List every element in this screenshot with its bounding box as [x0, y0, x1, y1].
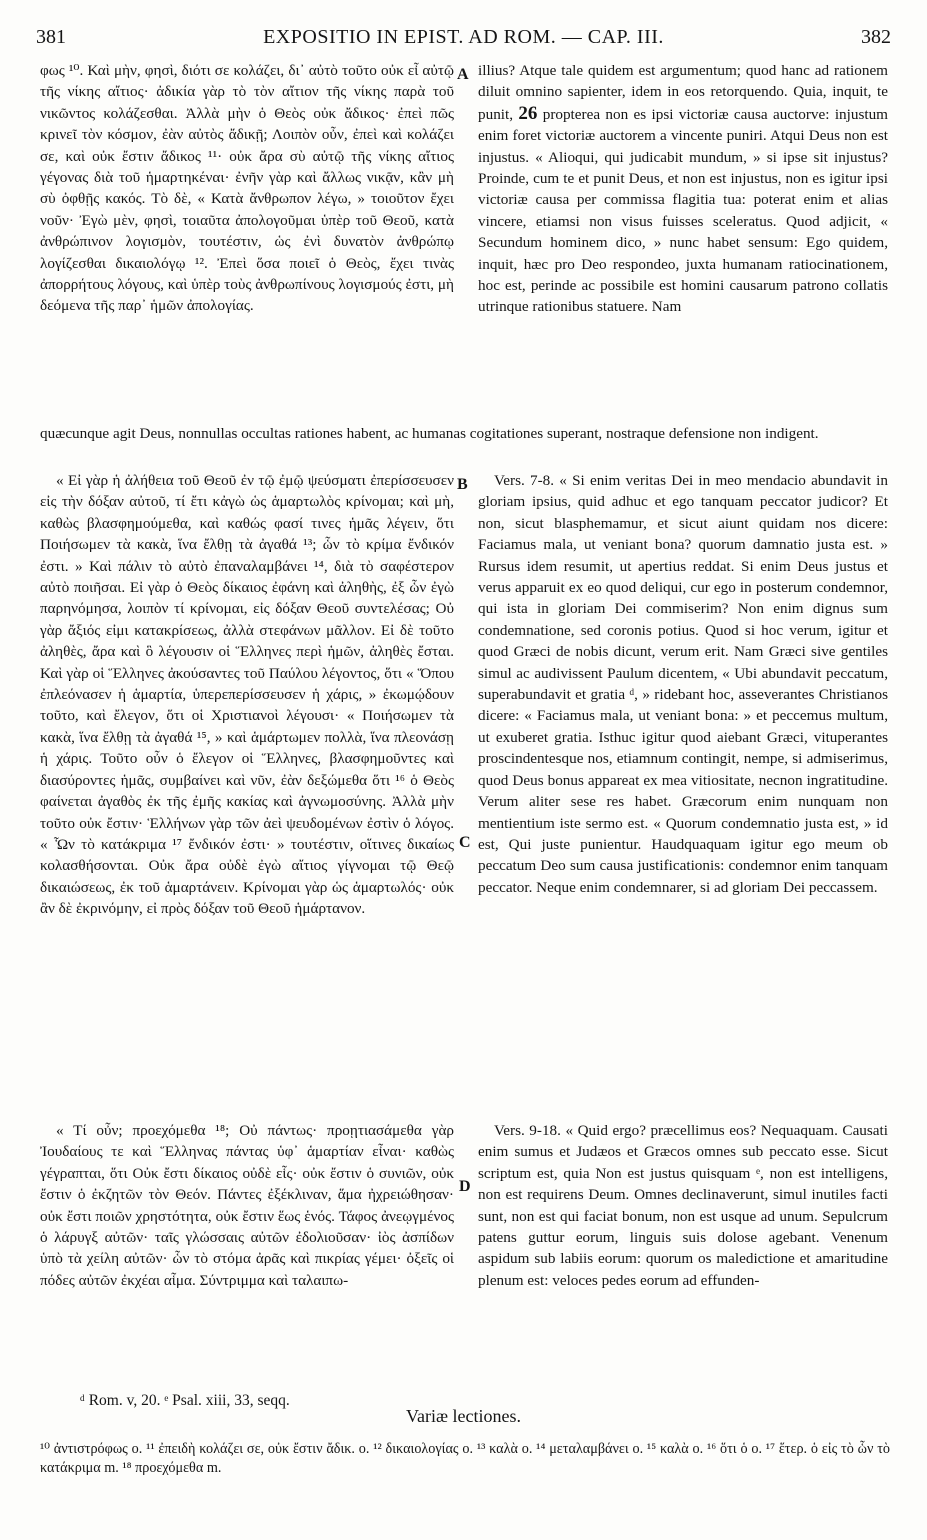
latin-column-1	[478, 60, 888, 318]
section-marker-d: D	[459, 1178, 471, 1195]
latin-text-1a: illius? Atque tale quidem est argumentum; quod hanc ad rationem diluit omnino sapienter, idem in eos retorquendo. Quia, inquit, te punit,	[478, 62, 888, 123]
page-number-right: 382	[861, 26, 891, 48]
section-marker-c: C	[459, 834, 471, 851]
greek-text-3: « Τί οὖν; προεχόμεθα ¹⁸; Οὐ πάντως· προῃτιασάμεθα γὰρ Ἰουδαίους τε καὶ Ἕλληνας πάντας ὑφ᾽ ἁμαρτίαν εἶναι· καθὼς γέγραπται, ὅτι Οὐκ ἔστι δίκαιος οὐδὲ εἷς· οὐκ ἔστιν ὁ συνιῶν, οὐκ ἔστιν ὁ ἐκζητῶν τὸν Θεόν. Πάντες ἐξέκλιναν, ἅμα ἠχρειώθησαν· οὐκ ἔστι ποιῶν χρηστότητα, οὐκ ἔστιν ἕως ἑνός. Τάφος ἀνεῳγμένος ὁ λάρυγξ αὐτῶν· ταῖς γλώσσαις αὐτῶν ἐδολιοῦσαν· ἰὸς ἀσπίδων ὑπὸ τὰ χείλη αὐτῶν· ὧν τὸ στόμα ἀρᾶς καὶ πικρίας γέμει· ὀξεῖς οἱ πόδες αὐτῶν ἐκχέαι αἷμα. Σύντριμμα καὶ ταλαιπω-	[40, 1122, 454, 1289]
variae-heading: Variæ lectiones.	[406, 1406, 521, 1426]
latin-text-1	[478, 60, 888, 318]
greek-column-1	[40, 60, 454, 317]
latin-spanning-text: quæcunque agit Deus, nonnullas occultas rationes habent, ac humanas cogitationes superant, nostraque defensione non indigent.	[40, 425, 819, 442]
latin-text-1b: propterea non es ipsi victoriæ causa auctorve: injustum enim foret victoriæ auctorem a vincente puniri. Atqui Deus non est injustus. « Alioqui, qui judicabit mundum, » si ipse sit injustus? Proinde, cum te et punit Deus, et non est injustus, non es igitur ipsi victoriæ causa per commissa flagitia tua: poterat enim et alias vincere, etiamsi non visus fuisses sceleratus. Quod adjicit, « Secundum hominem dico, » nunc habet sensum: Ego quidem, inquit, hæc pro Deo respondeo, juxta humanam ratiocinationem, hoc est, perinde ac possibile est homini causarum patrono collatis utrinque rationibus statuere. Nam	[478, 105, 888, 316]
greek-column-3	[40, 1120, 454, 1291]
greek-text-1: φως ¹⁰. Καὶ μὴν, φησὶ, διότι σε κολάζει, δι᾽ αὐτὸ τοῦτο οὐκ εἶ αὐτῷ τῆς νίκης αἴτιος· ἀδικία γὰρ τὸ τὸν αἴτιον τῆς νίκης παρὰ τοῦ νικῶντος κολάζεσθαι. Ἀλλὰ μὴν ὁ Θεὸς οὐκ ἄδικος· ἐπεὶ πῶς κρινεῖ τὸν κόσμον, ἐὰν αὐτὸς ἄδικῇ; Λοιπὸν οὖν, ἐπεὶ καὶ κολάζει σε, καὶ οὐκ ἔστιν ἄδικος ¹¹· οὐκ ἄρα σὺ αὐτῷ τῆς νίκης αἴτιος γέγονας διὰ τοῦ ἡμαρτηκέναι· ἐνῆν γὰρ καὶ ἄλλως νικᾷν, κἂν μὴ σὺ ὀφθῇς κακός. Τὸ δὲ, « Κατὰ ἄνθρωπον λέγω, » τοιοῦτον ἔχει νοῦν· Ἐγὼ μὲν, φησὶ, τοιαῦτα ἀπολογοῦμαι ὑπὲρ τοῦ Θεοῦ, κατὰ ἀνθρώπινον λογισμὸν, τουτέστιν, ὡς ἐνὶ δυνατὸν ἀνθρώπῳ λογίζεσθαι δικαιολόγῳ ¹². Ἐπεὶ ὅσα ποιεῖ ὁ Θεὸς, ἔχει τινὰς ἀπορρήτους λόγους, καὶ ὑπὲρ τοὺς ἀνθρωπίνους λογισμούς ἐστι, μὴ δεόμενα τῆς παρ᾽ ἡμῶν ἀπολογίας.	[40, 62, 454, 315]
section-marker-a: A	[457, 66, 469, 83]
latin-column-3	[478, 1120, 888, 1291]
latin-text-3: Vers. 9-18. « Quid ergo? præcellimus eos? Nequaquam. Causati enim sumus et Judæos et Græcos omnes sub peccato esse. Sicut scriptum est, quia Non est justus quisquam ᵉ, non est intelligens, non est requirens Deum. Omnes declinaverunt, simul inutiles facti sunt, non est qui faciat bonum, non est usque ad unum. Sepulcrum patens guttur eorum, linguis suis dolose agebant. Venenum aspidum sub labiis eorum: quorum os maledictione et amaritudine plenum est: veloces pedes eorum ad effunden-	[478, 1122, 888, 1289]
greek-column-2	[40, 470, 454, 920]
latin-column-2	[478, 470, 888, 898]
column-number: 26	[518, 102, 538, 124]
page-number-left: 381	[36, 26, 66, 48]
variae-lectiones: ¹⁰ ἀντιστρόφως o. ¹¹ ἐπειδὴ κολάζει σε, οὐκ ἔστιν ἄδικ. o. ¹² δικαιολογίας o. ¹³ καλὰ o. ¹⁴ μεταλαμβάνει o. ¹⁵ καλὰ o. ¹⁶ ὅτι ὁ o. ¹⁷ ἕτερ. ὁ εἰς τὸ ὧν τὸ κατάκριμα m. ¹⁸ προεχόμεθα m.	[40, 1441, 890, 1476]
greek-text-2: « Εἰ γὰρ ἡ ἀλήθεια τοῦ Θεοῦ ἐν τῷ ἐμῷ ψεύσματι ἐπερίσσευσεν εἰς τὴν δόξαν αὐτοῦ, τί ἔτι κἀγὼ ὡς ἁμαρτωλὸς κρίνομαι; καὶ μὴ, καθὼς βλασφημούμεθα, καὶ καθώς φασί τινες ἡμᾶς λέγειν, ὅτι Ποιήσωμεν τὰ κακὰ, ἵνα ἔλθῃ τὰ ἀγαθά ¹³; ὧν τὸ κρίμα ἔνδικόν ἐστι. » Καὶ πάλιν τὸ αὐτὸ ἐπαναλαμβάνει ¹⁴, διὰ τὸ σαφέστερον αὐτὸ ποιῆσαι. Εἰ γὰρ ὁ Θεὸς δίκαιος ἐφάνη καὶ ἀληθὴς, ἐξ ὧν ἐγὼ παρηνόμησα, λοιπὸν τί κρίνομαι, εἰς δόξαν Θεοῦ συντελέσας; Οὐ γὰρ ἄξιός εἰμι κατακρίσεως, ἀλλὰ στεφάνων μᾶλλον. Εἰ δὲ τοῦτο ἀληθὲς, ἄρα καὶ ὃ λέγουσιν οἱ Ἕλληνες περὶ ἡμῶν, ἀληθὲς ἔσται. Καὶ γὰρ οἱ Ἕλληνες ἀκούσαντες τοῦ Παύλου λέγοντος, ὅτι « Ὅπου ἐπλεόνασεν ἡ ἁμαρτία, ὑπερεπερίσσευσεν ἡ χάρις, » ἐκωμῴδουν τοῦτο, καὶ ἔλεγον, ὅτι οἱ Χριστιανοὶ λέγουσι· « Ποιήσωμεν τὰ κακὰ, ἵνα ἔλθῃ τὰ ἀγαθά ¹⁵, » καὶ ἁμάρτωμεν πολλὰ, ἵνα πλεονάσῃ ἡ χάρις. Τοῦτο οὖν ὁ ἔλεγον οἱ Ἕλληνες, βλασφημοῦντες καὶ διασύροντες ἡμᾶς, συμβαίνει καὶ νῦν, ἐὰν δεξώμεθα ὅτι ¹⁶ ὁ Θεὸς φαίνεται ἀγαθὸς ἐκ τῆς ἐμῆς κακίας καὶ ἀγνωμοσύνης. Ἀλλὰ μὴν τοῦτο οὐκ ἔστιν· Ἑλλήνων γὰρ τῶν ἀεὶ ψευδομένων ἐστὶν ὁ λόγος. « Ὧν τὸ κατάκριμα ¹⁷ ἔνδικόν ἐστι· » τουτέστιν, οἵτινες δικαίως κολασθήσονται. Οὐκ ἄρα οὐδὲ ἐγὼ αἴτιος γίγνομαι τῷ Θεῷ δικαιώσεως, ἐκ τοῦ ἁμαρτάνειν. Κρίνομαι γὰρ ὡς ἁμαρτωλός· οὐκ ἂν δὲ ἐκρινόμην, εἰ πρὸς δόξαν τοῦ Θεοῦ ἡμάρτανον.	[40, 472, 454, 918]
running-header	[36, 26, 891, 56]
latin-text-2: Vers. 7-8. « Si enim veritas Dei in meo mendacio abundavit in gloriam ipsius, quid adhuc et ego tanquam peccator judicor? Et non, sicut blasphemamur, et sicut aiunt quidam nos dicere: Faciamus mala, ut veniant bona? quorum damnatio justa est. » Rursus idem resumit, ut apertius reddat. Si enim Deus justus et verus apparuit ex eo quod deliqui, cur ego in posterum condemnor, qui ista in gloriam Dei commiserim? Non enim dignus sum condemnatione, sed coronis potius. Quod si hoc verum, igitur et quod Græci de nobis dicunt, verum erit. Nam Græci sive gentiles simul ac audivissent Paulum dicentem, « Ubi abundavit peccatum, superabundavit et gratia ᵈ, » ridebant hoc, asseverantes Christianos dicere: « Faciamus mala, ut veniant bona: » et peccemus multum, ut exuberet gratia. Isthuc igitur quod aiebant Græci, vituperantes proscindentesque nos, etiamnum contingit, nempe, si admiserimus, quod Deus bonus appareat ex mea vitiositate, necnon ingratitudine. Verum aliter sese res habet. Græcorum enim nunquam non mentientium iste sermo est. « Quorum condemnatio justa est, » id est, Qui juste punientur. Haudquaquam igitur ego meum ob peccatum Deo sum causa justificationis: condemnor enim tanquam peccator. Neque enim condemnarer, si ad gloriam Dei peccassem.	[478, 472, 888, 896]
section-marker-b: B	[457, 476, 468, 493]
running-title: EXPOSITIO IN EPIST. AD ROM. — CAP. III.	[263, 26, 664, 48]
footnotes: ᵈ Rom. v, 20. ᵉ Psal. xiii, 33, seqq.	[80, 1392, 290, 1409]
